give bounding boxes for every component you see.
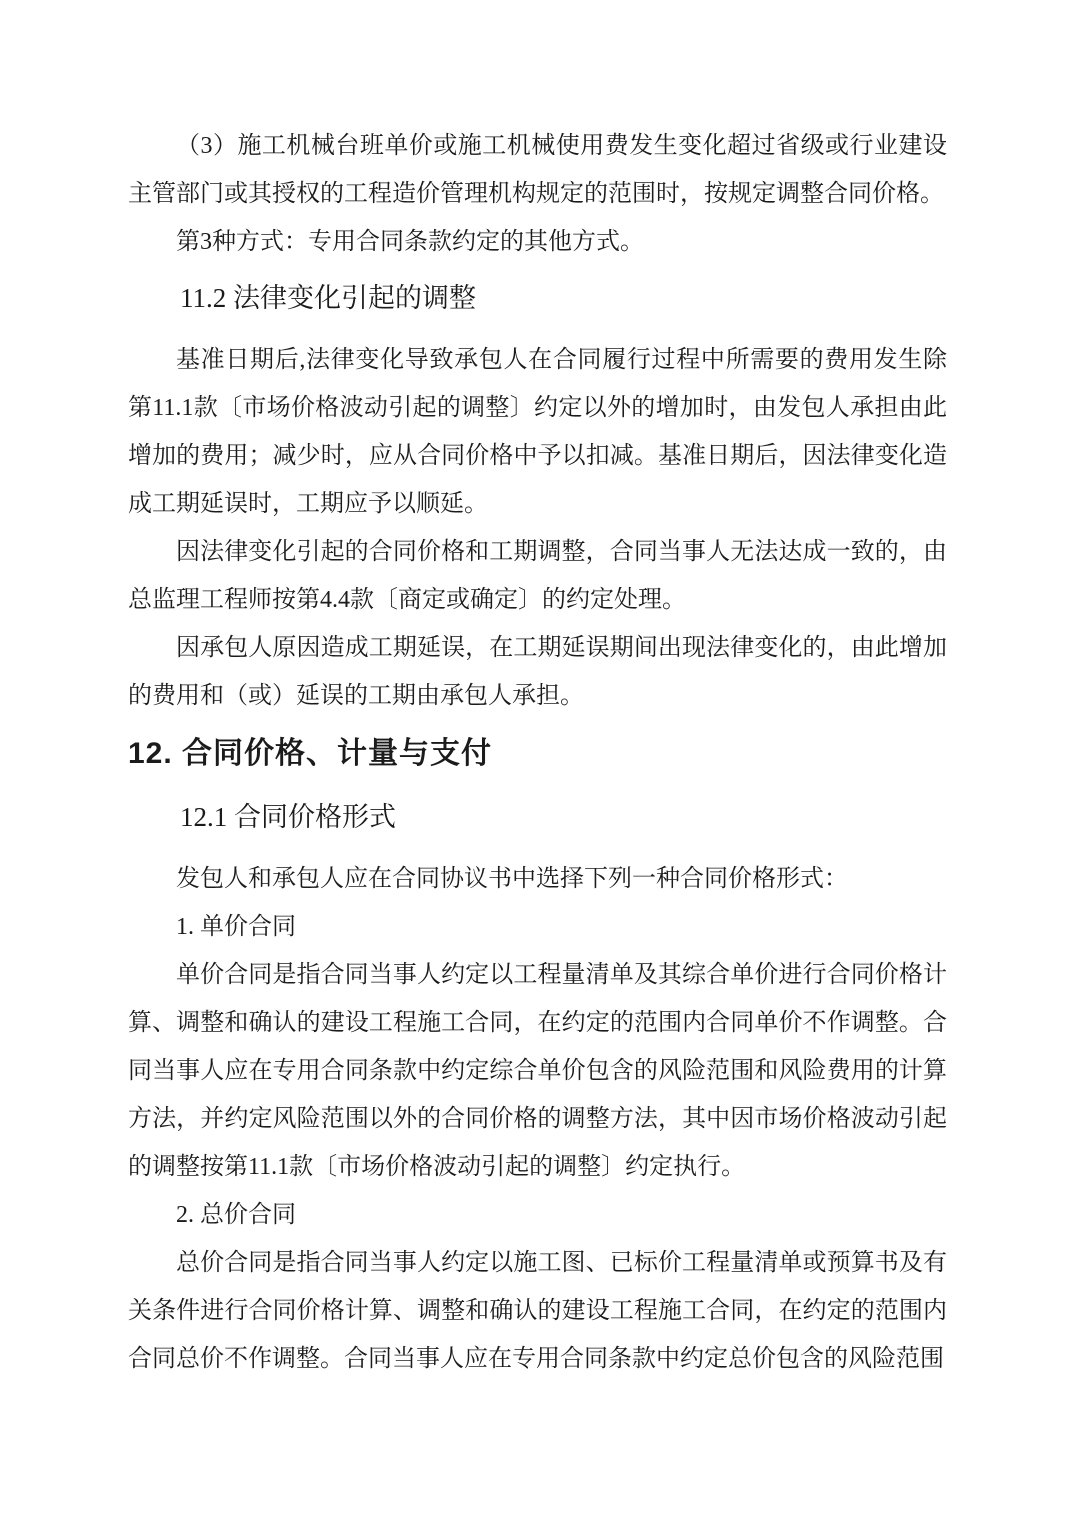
paragraph: 因承包人原因造成工期延误，在工期延误期间出现法律变化的，由此增加的费用和（或）延误的工期由承包人承担。 xyxy=(128,635,947,709)
paragraph: 单价合同是指合同当事人约定以工程量清单及其综合单价进行合同价格计算、调整和确认的建设工程施工合同，在约定的范围内合同单价不作调整。合同当事人应在专用合同条款中约定综合单价包含的风险范围和风险费用的计算方法，并约定风险范围以外的合同价格的调整方法，其中因市场价格波动引起的调整按第11.1款〔市场价格波动引起的调整〕约定执行。 xyxy=(128,962,947,1180)
paragraph: 总价合同是指合同当事人约定以施工图、已标价工程量清单或预算书及有关条件进行合同价格计算、调整和确认的建设工程施工合同，在约定的范围内合同总价不作调整。合同当事人应在专用合同条款中约定总价包含的风险范围 xyxy=(128,1250,947,1372)
paragraph: 因法律变化引起的合同价格和工期调整，合同当事人无法达成一致的，由总监理工程师按第4.4款〔商定或确定〕的约定处理。 xyxy=(128,539,947,613)
clause-heading-11-2: 11.2 法律变化引起的调整 xyxy=(180,283,476,313)
clause-heading-12-1: 12.1 合同价格形式 xyxy=(180,802,396,832)
chapter-heading-12: 12. 合同价格、计量与支付 xyxy=(128,737,493,770)
paragraph: 第3种方式：专用合同条款约定的其他方式。 xyxy=(176,229,644,255)
paragraph: 基准日期后,法律变化导致承包人在合同履行过程中所需要的费用发生除第11.1款〔市场价格波动引起的调整〕约定以外的增加时，由发包人承担由此增加的费用；减少时，应从合同价格中予以扣减。基准日期后，因法律变化造成工期延误时，工期应予以顺延。 xyxy=(128,347,947,517)
paragraph: 发包人和承包人应在合同协议书中选择下列一种合同价格形式： xyxy=(176,866,848,892)
list-item: 2. 总价合同 xyxy=(176,1202,296,1228)
paragraph: （3）施工机械台班单价或施工机械使用费发生变化超过省级或行业建设主管部门或其授权的工程造价管理机构规定的范围时，按规定调整合同价格。 xyxy=(128,133,947,207)
list-item: 1. 单价合同 xyxy=(176,914,296,940)
